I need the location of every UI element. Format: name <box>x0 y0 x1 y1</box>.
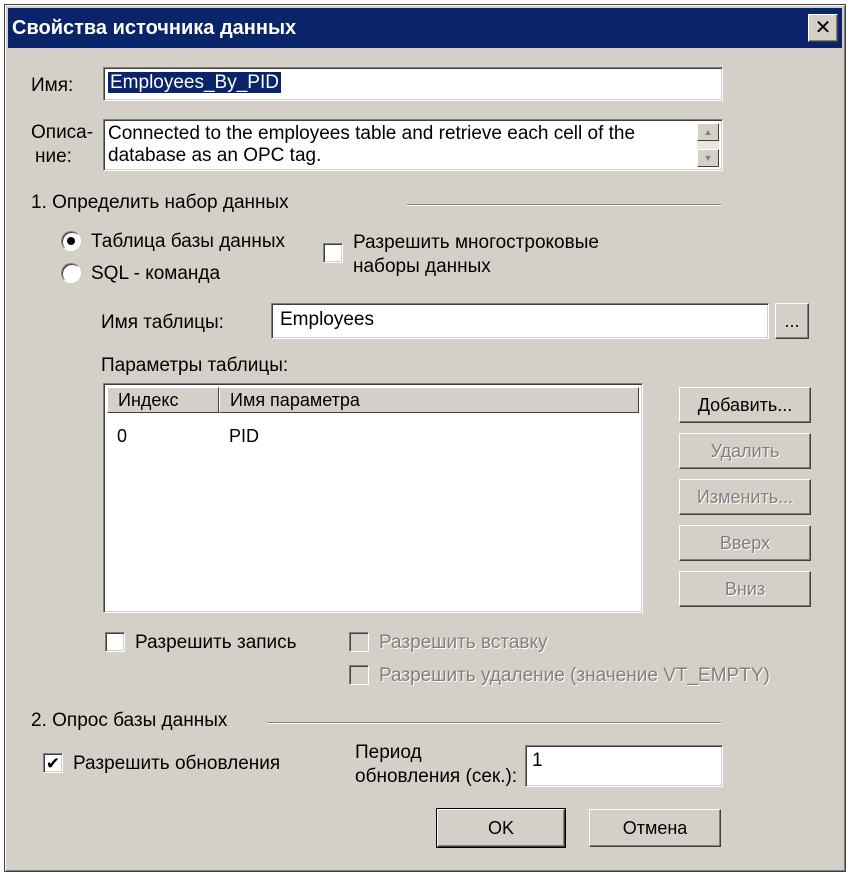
window-title: Свойства источника данных <box>12 16 297 39</box>
checkmark-icon: ✔ <box>45 753 61 773</box>
description-label-line1: Описа- <box>31 122 94 143</box>
data-source-properties-dialog <box>4 4 846 872</box>
add-button[interactable]: Добавить... <box>679 387 811 423</box>
name-input-value: Employees_By_PID <box>110 72 279 93</box>
allow-delete-checkbox[interactable] <box>349 665 369 685</box>
radio-database-table-label[interactable]: Таблица базы данных <box>91 231 286 252</box>
section1-title: 1. Определить набор данных <box>31 192 289 213</box>
cancel-button[interactable]: Отмена <box>589 809 721 847</box>
multirow-label-line2[interactable]: наборы данных <box>353 256 491 277</box>
description-label-line2: ние: <box>35 146 72 167</box>
radio-sql-command-label[interactable]: SQL - команда <box>91 263 221 284</box>
delete-button[interactable]: Удалить <box>679 433 811 469</box>
allow-updates-label[interactable]: Разрешить обновления <box>73 753 281 774</box>
scroll-up-icon[interactable]: ▲ <box>697 123 719 141</box>
name-label: Имя: <box>31 75 74 96</box>
section2-divider <box>267 722 721 724</box>
title-bar[interactable] <box>8 8 842 48</box>
scroll-down-icon[interactable]: ▼ <box>697 149 719 167</box>
radio-selected-dot <box>67 237 75 245</box>
description-line2: database as an OPC tag. <box>108 145 322 166</box>
allow-insert-checkbox[interactable] <box>349 632 369 652</box>
edit-button[interactable]: Изменить... <box>679 479 811 515</box>
radio-database-table[interactable] <box>61 231 81 251</box>
multirow-checkbox[interactable] <box>323 243 343 263</box>
multirow-label-line1[interactable]: Разрешить многостроковые <box>353 232 599 253</box>
table-name-value: Employees <box>280 309 374 330</box>
description-textarea[interactable] <box>103 119 723 171</box>
ok-button[interactable]: OK <box>437 809 565 847</box>
row-param-name: PID <box>229 426 260 446</box>
column-header-param-name[interactable] <box>219 387 639 413</box>
table-params-label: Параметры таблицы: <box>101 355 289 376</box>
radio-sql-command[interactable] <box>61 263 81 283</box>
move-up-button[interactable]: Вверх <box>679 525 811 561</box>
allow-insert-label[interactable]: Разрешить вставку <box>379 632 548 653</box>
section2-title: 2. Опрос базы данных <box>31 710 228 731</box>
allow-write-checkbox[interactable] <box>105 632 125 652</box>
table-name-label: Имя таблицы: <box>101 312 224 333</box>
close-button[interactable] <box>808 14 838 42</box>
update-period-label-line1: Период <box>355 742 422 763</box>
column-header-param-name-label: Имя параметра <box>230 389 360 410</box>
table-row[interactable] <box>107 424 639 452</box>
description-scrollbar[interactable] <box>697 123 719 167</box>
name-input[interactable] <box>103 67 723 101</box>
table-name-input[interactable] <box>271 303 769 339</box>
close-icon: ✕ <box>814 17 832 39</box>
browse-table-button[interactable] <box>775 303 809 339</box>
browse-ellipsis-icon: ... <box>784 310 800 331</box>
params-list[interactable] <box>103 383 643 613</box>
allow-delete-label[interactable]: Разрешить удаление (значение VT_EMPTY) <box>379 665 770 686</box>
allow-write-label[interactable]: Разрешить запись <box>135 632 297 653</box>
column-header-index-label: Индекс <box>118 389 179 410</box>
update-period-label-line2: обновления (сек.): <box>355 766 518 787</box>
update-period-input[interactable] <box>525 745 723 787</box>
section1-divider <box>407 204 721 206</box>
allow-updates-checkbox[interactable] <box>43 753 63 773</box>
move-down-button[interactable]: Вниз <box>679 571 811 607</box>
update-period-value: 1 <box>532 750 543 771</box>
column-header-index[interactable] <box>107 387 219 413</box>
row-index: 0 <box>117 426 128 446</box>
description-line1: Connected to the employees table and retrieve each cell of the <box>108 123 636 144</box>
